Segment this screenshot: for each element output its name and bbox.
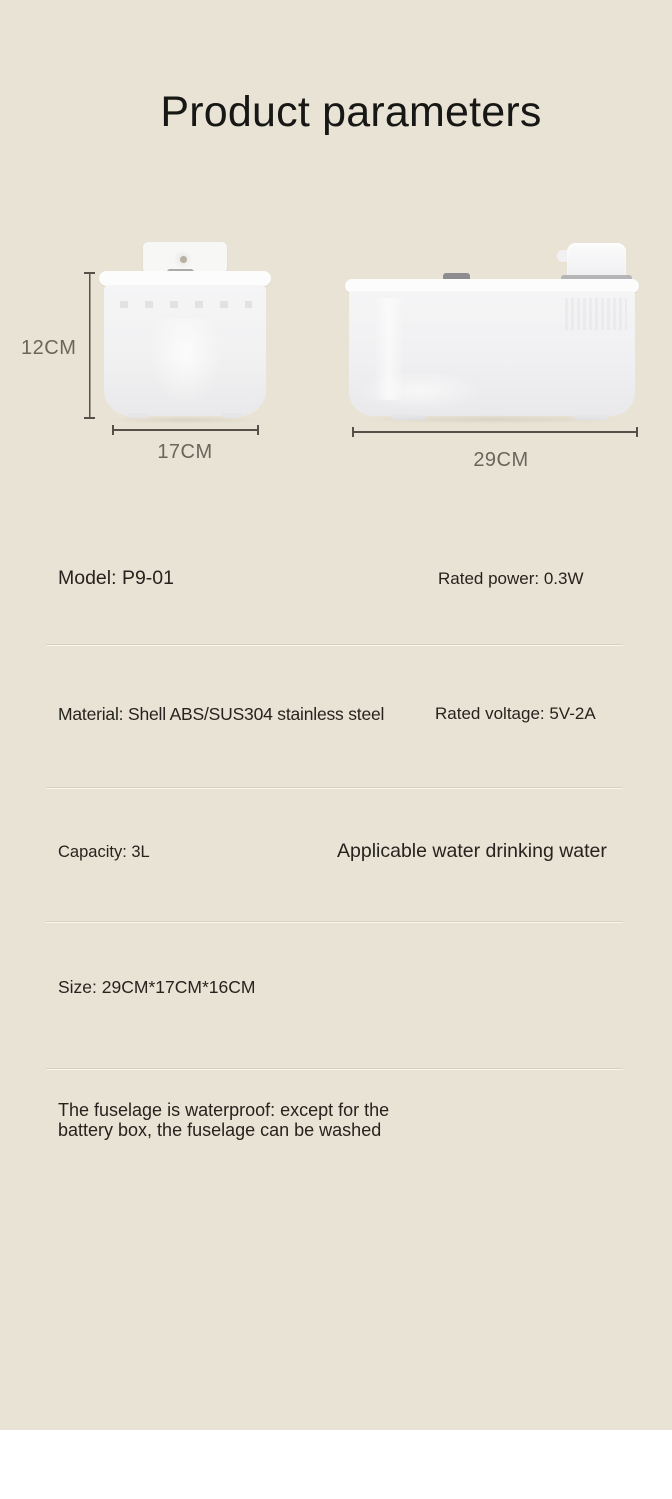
page-title: Product parameters [160, 88, 542, 136]
spec-capacity: Capacity: 3L [58, 843, 150, 861]
tank-highlight [148, 318, 222, 406]
fountain-shadow [356, 415, 628, 424]
dimension-tick [352, 427, 354, 437]
spec-waterproof-note: The fuselage is waterproof: except for the battery box, the fuselage can be washed [58, 1100, 390, 1140]
spec-size: Size: 29CM*17CM*16CM [58, 977, 256, 997]
divider [46, 1068, 623, 1070]
divider [46, 787, 623, 789]
dimension-tick [84, 417, 95, 419]
spec-rated-power: Rated power: 0.3W [438, 569, 584, 588]
tank-vent-marks [120, 301, 252, 308]
dimension-tick [636, 427, 638, 437]
width-dimension-line [112, 429, 258, 431]
divider [46, 644, 623, 646]
dimension-tick [84, 272, 95, 274]
dimension-tick [257, 425, 259, 435]
dimension-tick [112, 425, 114, 435]
fountain-lid [99, 271, 271, 286]
dispenser-cap [567, 243, 626, 279]
tank-highlight [360, 372, 480, 410]
width-dimension-line [352, 431, 637, 433]
spec-rated-voltage: Rated voltage: 5V-2A [435, 704, 596, 723]
spec-applicable-water: Applicable water drinking water [337, 840, 607, 862]
sensor-lens-dot [180, 256, 187, 263]
fountain-shadow [108, 416, 262, 424]
height-label: 12CM [21, 337, 77, 359]
height-dimension-line [89, 272, 91, 418]
divider [46, 921, 623, 923]
spec-model: Model: P9-01 [58, 567, 174, 589]
spec-material: Material: Shell ABS/SUS304 stainless steel [58, 704, 385, 724]
width-label: 29CM [473, 449, 529, 471]
width-label: 17CM [157, 441, 213, 463]
steel-texture [565, 298, 627, 330]
bottom-white-strip [0, 1430, 672, 1499]
